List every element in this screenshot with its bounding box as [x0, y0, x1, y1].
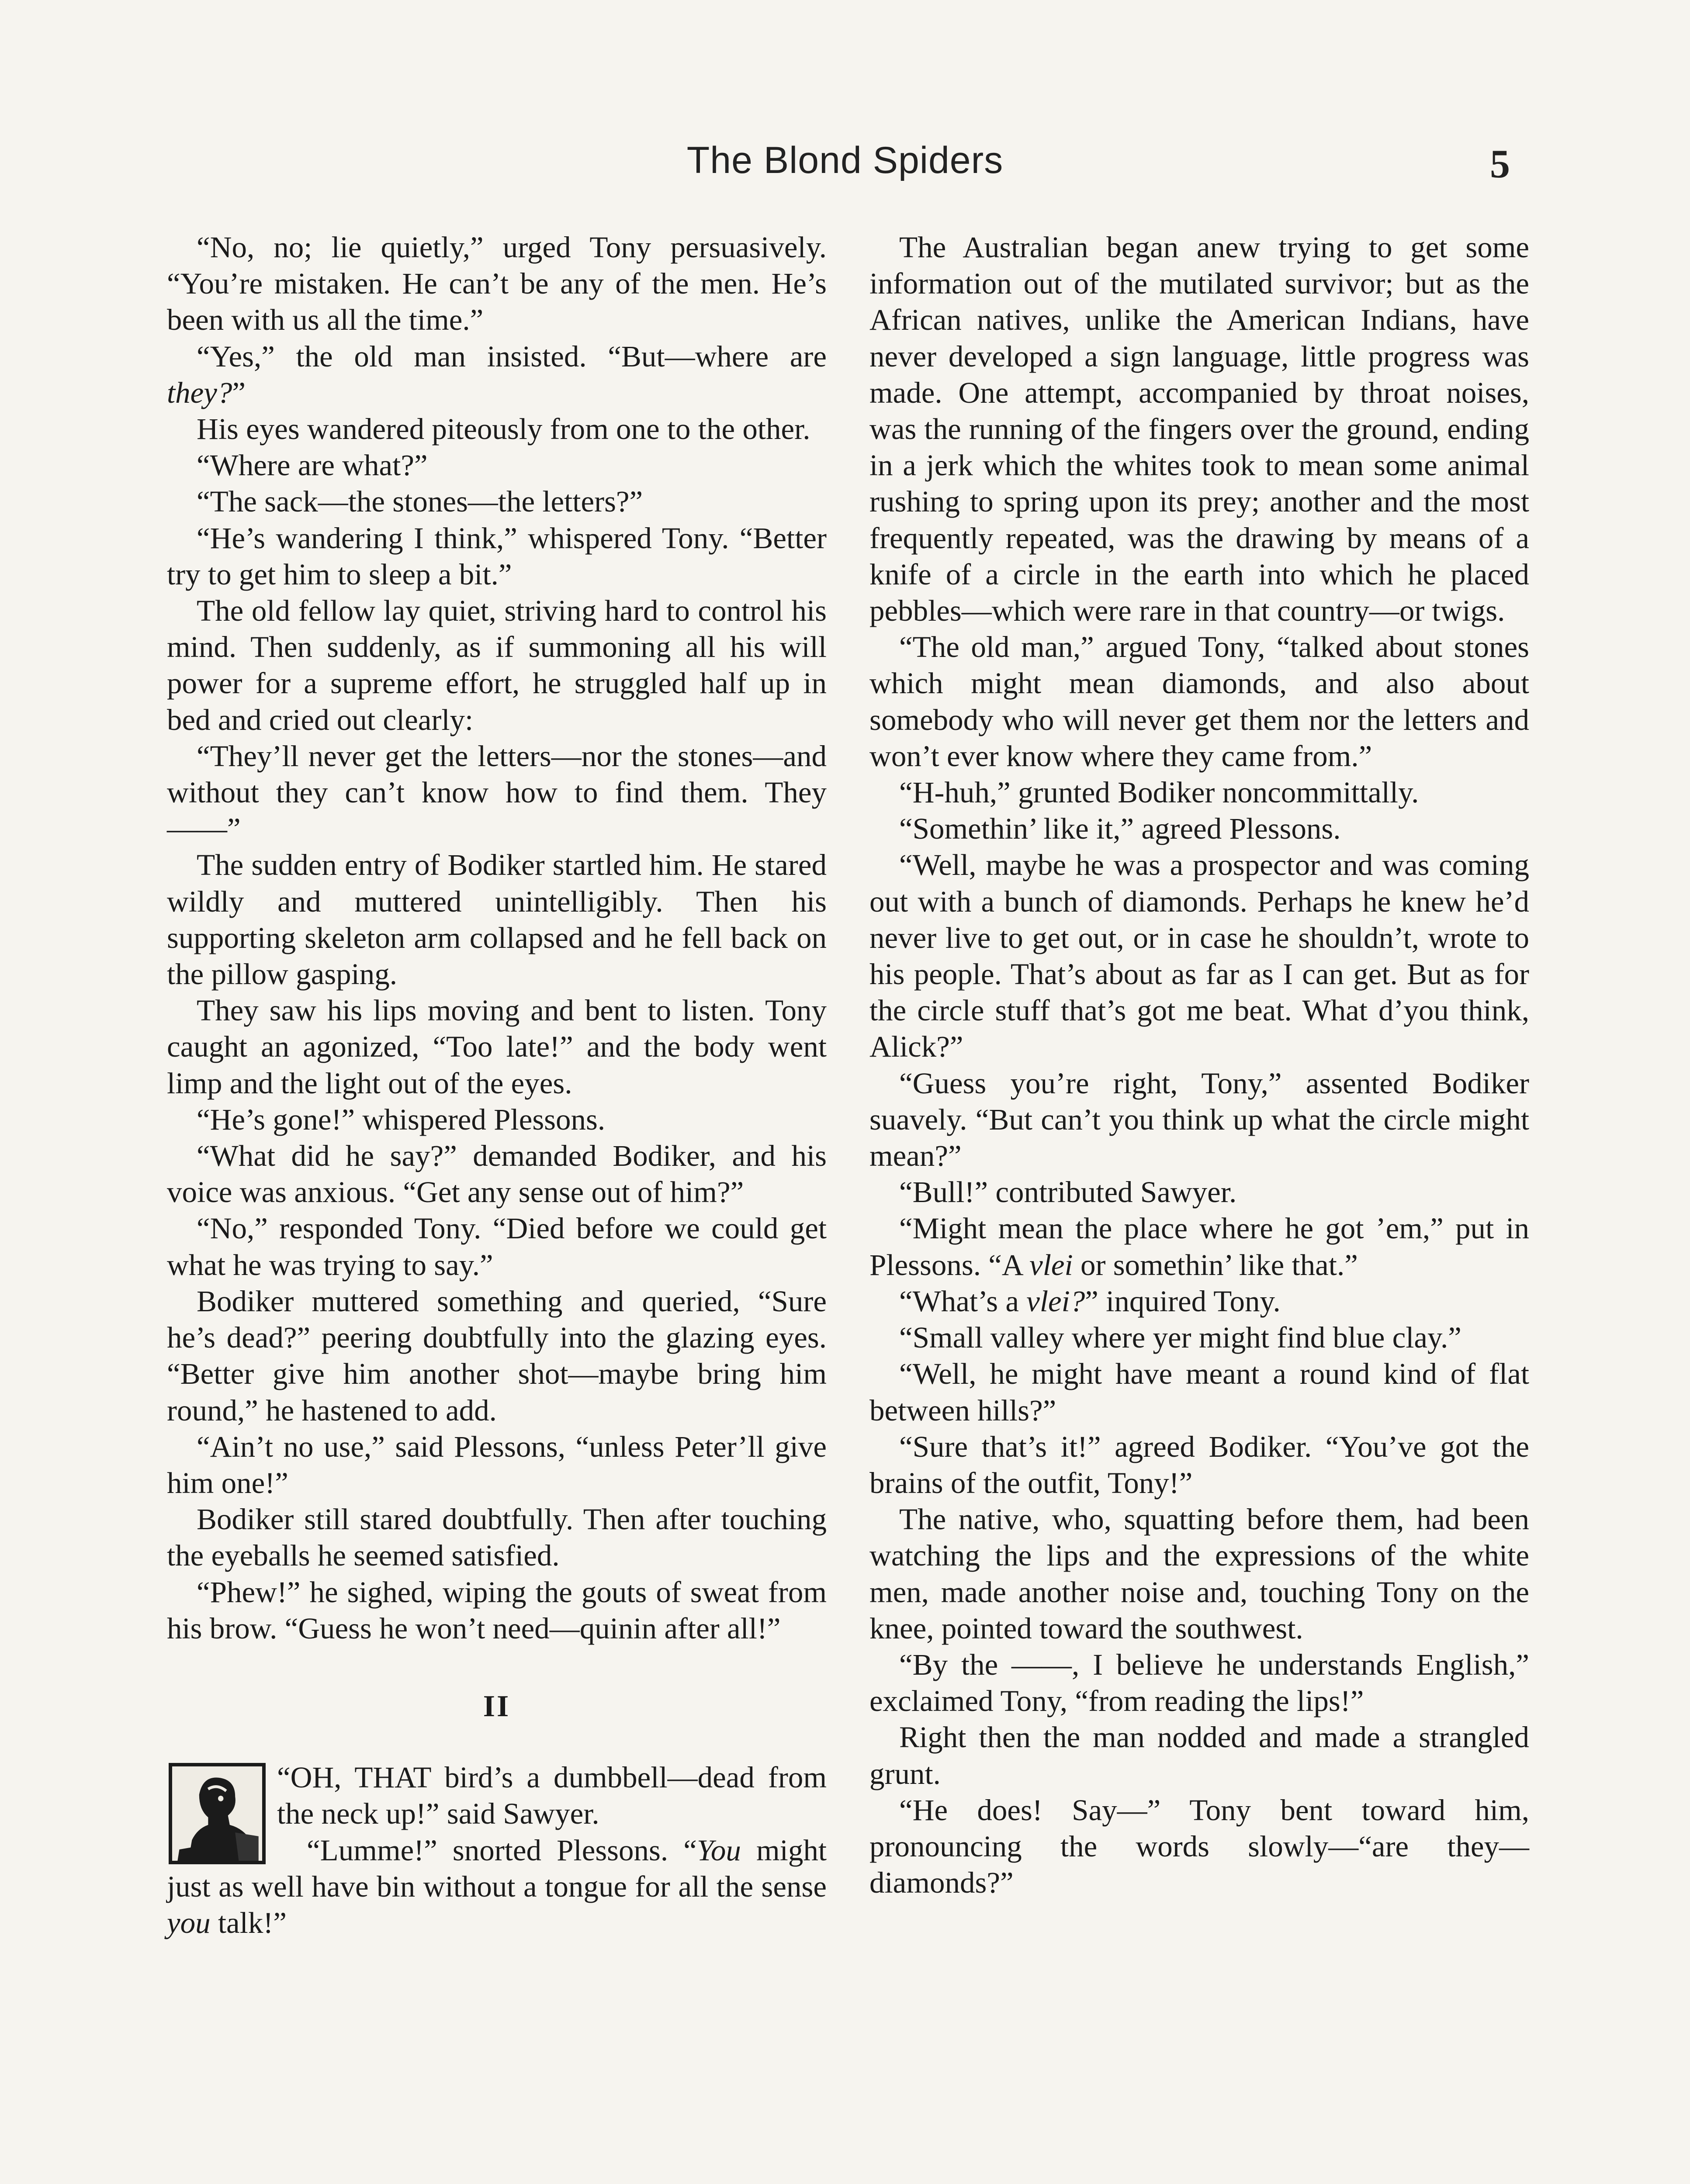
page-header: [0, 139, 1690, 191]
paragraph: “The old man,” argued Tony, “talked about stones which might mean diamonds, and also about somebody who will never get them nor the letters and won’t ever know where they came from.”: [869, 630, 1529, 773]
paragraph: Bodiker still stared doubtfully. Then after touching the eyeballs he seemed satisfied.: [167, 1503, 827, 1572]
left-column: [167, 229, 827, 1941]
paragraph: The Australian began anew trying to get some information out of the mutilated survivor; but as the African natives, unlike the American Indians, have never developed a sign language, little progress was made. One attempt, accompanied by throat noises, was the running of the fingers over the ground, ending in a jerk which the whites took to mean some animal rushing to spring upon its prey; another and the most frequently repeated, was the drawing by means of a knife of a circle in the earth into which he placed pebbles—which were rare in that country—or twigs.: [869, 231, 1529, 628]
paragraph: “Phew!” he sighed, wiping the gouts of sweat from his brow. “Guess he won’t need—quinin after all!”: [167, 1575, 827, 1645]
section-numeral: II: [483, 1689, 511, 1723]
paragraph: “H-huh,” grunted Bodiker noncommittally.: [899, 776, 1419, 809]
paragraph: “They’ll never get the letters—nor the stones—and without they can’t know how to find them. They ——”: [167, 739, 827, 846]
paragraph: “The sack—the stones—the letters?”: [197, 485, 643, 518]
paragraph: “Bull!” contributed Sawyer.: [899, 1175, 1237, 1209]
paragraph: “Somethin’ like it,” agreed Plessons.: [899, 812, 1341, 846]
right-column: [869, 229, 1529, 1901]
paragraph: “Yes,” the old man insisted. “But—where are they?”: [167, 339, 827, 409]
paragraph: “He’s gone!” whispered Plessons.: [197, 1102, 606, 1136]
paragraph: The native, who, squatting before them, had been watching the lips and the expressions of the white men, made another noise and, touching Tony on the knee, pointed toward the southwest.: [869, 1503, 1529, 1645]
paragraph: “Ain’t no use,” said Plessons, “unless Peter’ll give him one!”: [167, 1430, 827, 1500]
paragraph: Bodiker muttered something and queried, “Sure he’s dead?” peering doubtfully into the glazing eyes. “Better give him another shot—maybe bring him round,” he hastened to add.: [167, 1284, 827, 1427]
paragraph: “Might mean the place where he got ’em,” put in Plessons. “A vlei or somethin’ like that.”: [869, 1212, 1529, 1282]
paragraph: “Lumme!” snorted Plessons. “You might just as well have bin without a tongue for all the sense you talk!”: [167, 1833, 827, 1939]
paragraph: “No,” responded Tony. “Died before we could get what he was trying to say.”: [167, 1212, 827, 1282]
paragraph: “Guess you’re right, Tony,” assented Bodiker suavely. “But can’t you think up what the circle might mean?”: [869, 1066, 1529, 1173]
paragraph: “By the ——, I believe he understands English,” exclaimed Tony, “from reading the lips!”: [869, 1648, 1529, 1718]
paragraph: “Where are what?”: [197, 449, 428, 482]
paragraph: “He’s wandering I think,” whispered Tony. “Better try to get him to sleep a bit.”: [167, 521, 827, 591]
paragraph: They saw his lips moving and bent to listen. Tony caught an agonized, “Too late!” and the body went limp and the light out of the eyes.: [167, 994, 827, 1100]
paragraph: “What’s a vlei?” inquired Tony.: [899, 1284, 1281, 1318]
paragraph: The old fellow lay quiet, striving hard to control his mind. Then suddenly, as if summoning all his will power for a supreme effort, he struggled half up in bed and cried out clearly:: [167, 594, 827, 736]
section-opening-text: “OH, THAT bird’s a dumbbell—dead from the neck up!” said Sawyer.: [277, 1761, 827, 1831]
paragraph: “What did he say?” demanded Bodiker, and his voice was anxious. “Get any sense out of him?”: [167, 1139, 827, 1209]
section-opening-paragraph: [167, 1759, 827, 1832]
paragraph: Right then the man nodded and made a strangled grunt.: [869, 1721, 1529, 1790]
paragraph: “He does! Say—” Tony bent toward him, pronouncing the words slowly—“are they—diamonds?”: [869, 1793, 1529, 1900]
running-title: The Blond Spiders: [686, 139, 1004, 181]
paragraph: “Sure that’s it!” agreed Bodiker. “You’ve got the brains of the outfit, Tony!”: [869, 1430, 1529, 1500]
paragraph: “No, no; lie quietly,” urged Tony persuasively. “You’re mistaken. He can’t be any of the men. He’s been with us all the time.”: [167, 231, 827, 337]
illustrated-initial-icon: [169, 1763, 266, 1864]
paragraph: “Small valley where yer might find blue clay.”: [899, 1321, 1461, 1355]
page-number: 5: [1490, 142, 1510, 186]
paragraph: “Well, he might have meant a round kind of flat between hills?”: [869, 1357, 1529, 1427]
paragraph: The sudden entry of Bodiker startled him. He stared wildly and muttered unintelligibly. Then his supporting skeleton arm collapsed and he fell back on the pillow gasping.: [167, 848, 827, 991]
paragraph: His eyes wandered piteously from one to the other.: [197, 412, 810, 446]
paragraph: “Well, maybe he was a prospector and was coming out with a bunch of diamonds. Perhaps he knew he’d never live to get out, or in case he shouldn’t, wrote to his people. That’s about as far as I can get. But as for the circle stuff that’s got me beat. What d’you think, Alick?”: [869, 848, 1529, 1064]
